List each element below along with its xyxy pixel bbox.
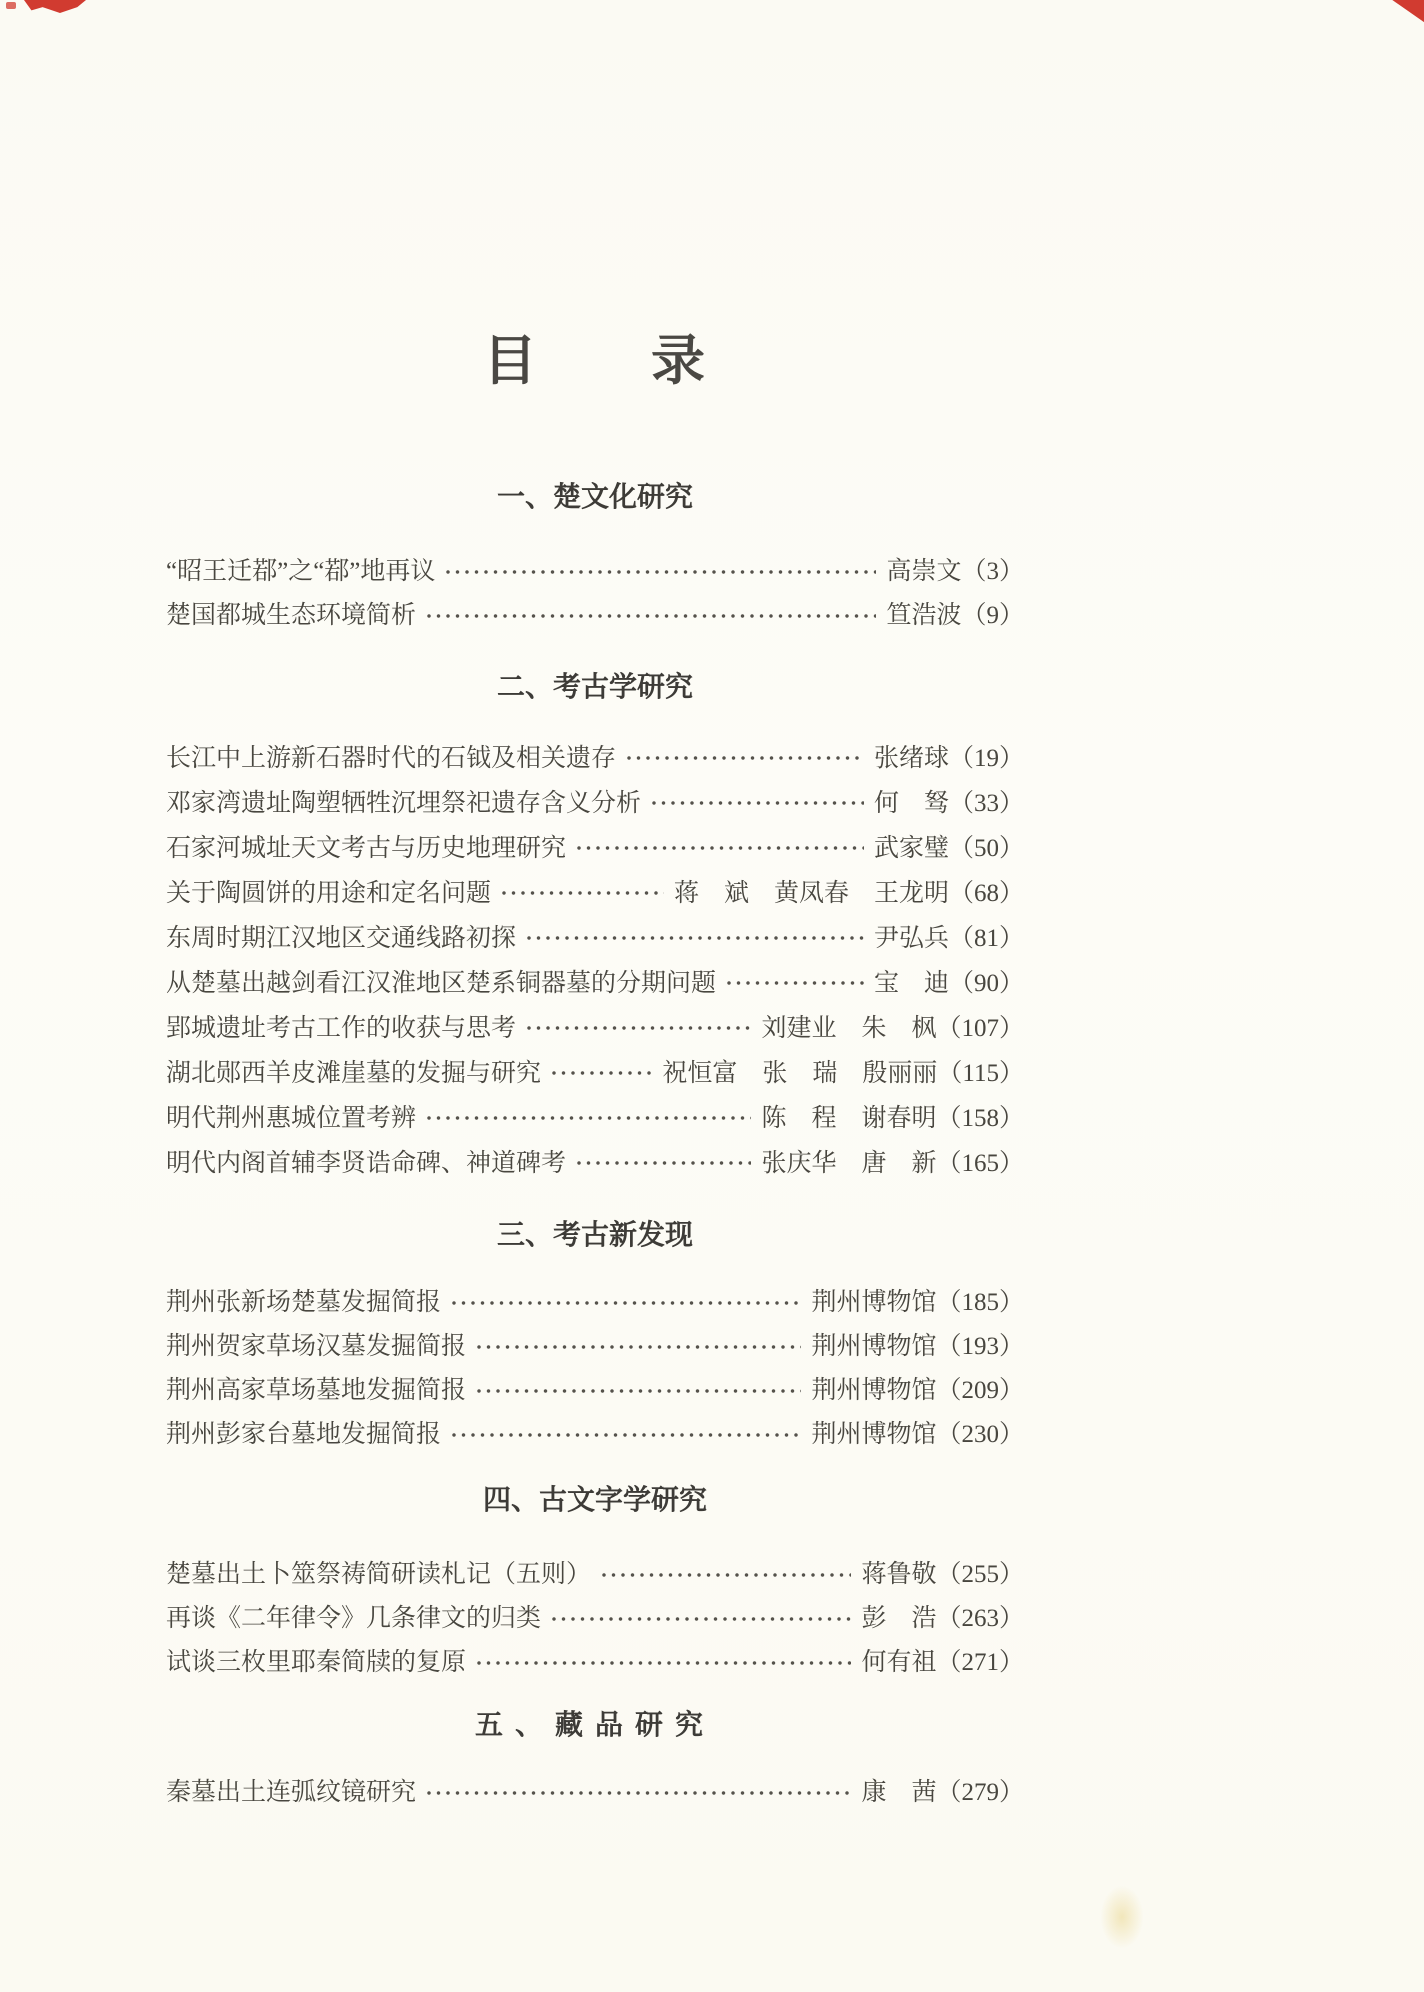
entry-title: 秦墓出土连弧纹镜研究	[166, 1779, 417, 1806]
entry-page: （50）	[948, 834, 1024, 862]
toc-entry	[166, 1093, 1024, 1138]
entry-author: 武家璧	[873, 834, 949, 862]
entry-title: 荆州贺家草场汉墓发掘简报	[166, 1333, 467, 1360]
dot-leader	[600, 1571, 851, 1580]
toc-entry	[166, 778, 1024, 823]
toc-entry	[166, 1768, 1024, 1812]
entry-page: （115）	[937, 1059, 1024, 1087]
section-entries-5	[166, 1768, 1024, 1812]
entry-title: 荆州张新场楚墓发掘简报	[166, 1289, 442, 1316]
section-heading-1: 一、楚文化研究	[496, 481, 693, 512]
entry-title: 长江中上游新石器时代的石钺及相关遗存	[166, 744, 617, 772]
entry-title: 荆州彭家台墓地发掘简报	[166, 1421, 442, 1448]
entry-title: 湖北郧西羊皮滩崖墓的发掘与研究	[166, 1059, 542, 1087]
dot-leader	[425, 612, 876, 621]
dot-leader	[444, 568, 876, 577]
entry-title: 从楚墓出越剑看江汉淮地区楚系铜器墓的分期问题	[166, 969, 717, 997]
entry-title: 东周时期江汉地区交通线路初探	[166, 924, 517, 952]
entry-page: （19）	[948, 744, 1024, 772]
dot-leader	[450, 1299, 801, 1308]
dot-leader	[575, 844, 864, 853]
dot-leader	[425, 1789, 851, 1798]
dot-leader	[450, 1431, 801, 1440]
entry-author: 张庆华 唐 新	[761, 1149, 937, 1177]
toc-entry	[166, 1048, 1024, 1093]
toc-content	[166, 0, 1024, 1812]
toc-entry	[166, 1594, 1024, 1638]
toc-entry	[166, 591, 1024, 635]
toc-entry	[166, 868, 1024, 913]
entry-page: （279）	[936, 1779, 1024, 1806]
scan-artifact-smudge	[1100, 1885, 1144, 1949]
entry-page: （68）	[948, 879, 1024, 907]
entry-author: 尹弘兵	[873, 924, 949, 952]
entry-author: 何 驽	[873, 789, 949, 817]
entry-page: （9）	[961, 602, 1024, 629]
entry-page: （230）	[936, 1421, 1024, 1448]
dot-leader	[550, 1069, 652, 1078]
entry-author: 荆州博物馆	[811, 1333, 937, 1360]
entry-author: 荆州博物馆	[811, 1377, 937, 1404]
entry-title: 试谈三枚里耶秦简牍的复原	[166, 1649, 467, 1676]
dot-leader	[475, 1343, 801, 1352]
entry-title: 明代内阁首辅李贤诰命碑、神道碑考	[166, 1149, 567, 1177]
entry-author: 祝恒富 张 瑞 殷丽丽	[662, 1059, 938, 1087]
toc-entry	[166, 913, 1024, 958]
entry-author: 康 茜	[861, 1779, 937, 1806]
scan-artifact-red-speck	[6, 2, 16, 9]
section-entries-2	[166, 733, 1024, 1183]
toc-entry	[166, 733, 1024, 778]
entry-author: 蒋 斌 黄凤春 王龙明	[673, 879, 949, 907]
entry-author: 宝 迪	[873, 969, 949, 997]
entry-author: 刘建业 朱 枫	[761, 1014, 937, 1042]
entry-author: 高崇文	[886, 558, 962, 585]
section-entries-3	[166, 1278, 1024, 1454]
dot-leader	[725, 979, 864, 988]
entry-author: 笪浩波	[886, 602, 962, 629]
dot-leader	[525, 1024, 751, 1033]
toc-entry	[166, 1278, 1024, 1322]
section-heading-4: 四、古文字学研究	[482, 1484, 707, 1515]
entry-title: 郢城遗址考古工作的收获与思考	[166, 1014, 517, 1042]
dot-leader	[500, 889, 664, 898]
entry-title: 再谈《二年律令》几条律文的归类	[166, 1605, 542, 1632]
entry-page: （107）	[936, 1014, 1024, 1042]
dot-leader	[475, 1659, 851, 1668]
section-heading-2: 二、考古学研究	[496, 671, 693, 702]
entry-author: 荆州博物馆	[811, 1289, 937, 1316]
scan-artifact-red-mark-top-left	[24, 0, 86, 13]
entry-author: 张绪球	[873, 744, 949, 772]
toc-entry	[166, 1366, 1024, 1410]
entry-page: （81）	[948, 924, 1024, 952]
entry-page: （209）	[936, 1377, 1024, 1404]
entry-page: （255）	[936, 1561, 1024, 1588]
dot-leader	[475, 1387, 801, 1396]
entry-title: 楚墓出土卜筮祭祷简研读札记（五则）	[166, 1561, 592, 1588]
entry-title: 邓家湾遗址陶塑牺牲沉埋祭祀遗存含义分析	[166, 789, 642, 817]
section-heading-3: 三、考古新发现	[496, 1219, 693, 1250]
entry-page: （165）	[936, 1149, 1024, 1177]
entry-author: 荆州博物馆	[811, 1421, 937, 1448]
dot-leader	[550, 1615, 851, 1624]
entry-author: 陈 程 谢春明	[761, 1104, 937, 1132]
entry-title: 关于陶圆饼的用途和定名问题	[166, 879, 492, 907]
entry-page: （271）	[936, 1649, 1024, 1676]
section-entries-1	[166, 547, 1024, 635]
toc-entry	[166, 1638, 1024, 1682]
entry-title: 荆州高家草场墓地发掘简报	[166, 1377, 467, 1404]
section-heading-5: 五、藏品研究	[474, 1709, 715, 1740]
toc-entry	[166, 823, 1024, 868]
dot-leader	[625, 754, 864, 763]
dot-leader	[650, 799, 864, 808]
toc-entry	[166, 1322, 1024, 1366]
page-title: 目 录	[483, 331, 707, 391]
scan-artifact-red-mark-top-right	[1388, 0, 1424, 26]
entry-page: （185）	[936, 1289, 1024, 1316]
dot-leader	[525, 934, 864, 943]
section-entries-4	[166, 1550, 1024, 1682]
entry-page: （158）	[936, 1104, 1024, 1132]
entry-page: （90）	[948, 969, 1024, 997]
entry-author: 何有祖	[861, 1649, 937, 1676]
entry-page: （193）	[936, 1333, 1024, 1360]
entry-title: “昭王迁鄀”之“鄀”地再议	[166, 558, 436, 585]
toc-entry	[166, 1138, 1024, 1183]
toc-entry	[166, 958, 1024, 1003]
entry-page: （263）	[936, 1605, 1024, 1632]
entry-author: 彭 浩	[861, 1605, 937, 1632]
entry-page: （3）	[961, 558, 1024, 585]
toc-entry	[166, 547, 1024, 591]
entry-title: 楚国都城生态环境简析	[166, 602, 417, 629]
dot-leader	[425, 1114, 751, 1123]
toc-entry	[166, 1550, 1024, 1594]
entry-title: 石家河城址天文考古与历史地理研究	[166, 834, 567, 862]
toc-entry	[166, 1410, 1024, 1454]
entry-author: 蒋鲁敬	[861, 1561, 937, 1588]
dot-leader	[575, 1159, 751, 1168]
entry-page: （33）	[948, 789, 1024, 817]
toc-entry	[166, 1003, 1024, 1048]
entry-title: 明代荆州惠城位置考辨	[166, 1104, 417, 1132]
